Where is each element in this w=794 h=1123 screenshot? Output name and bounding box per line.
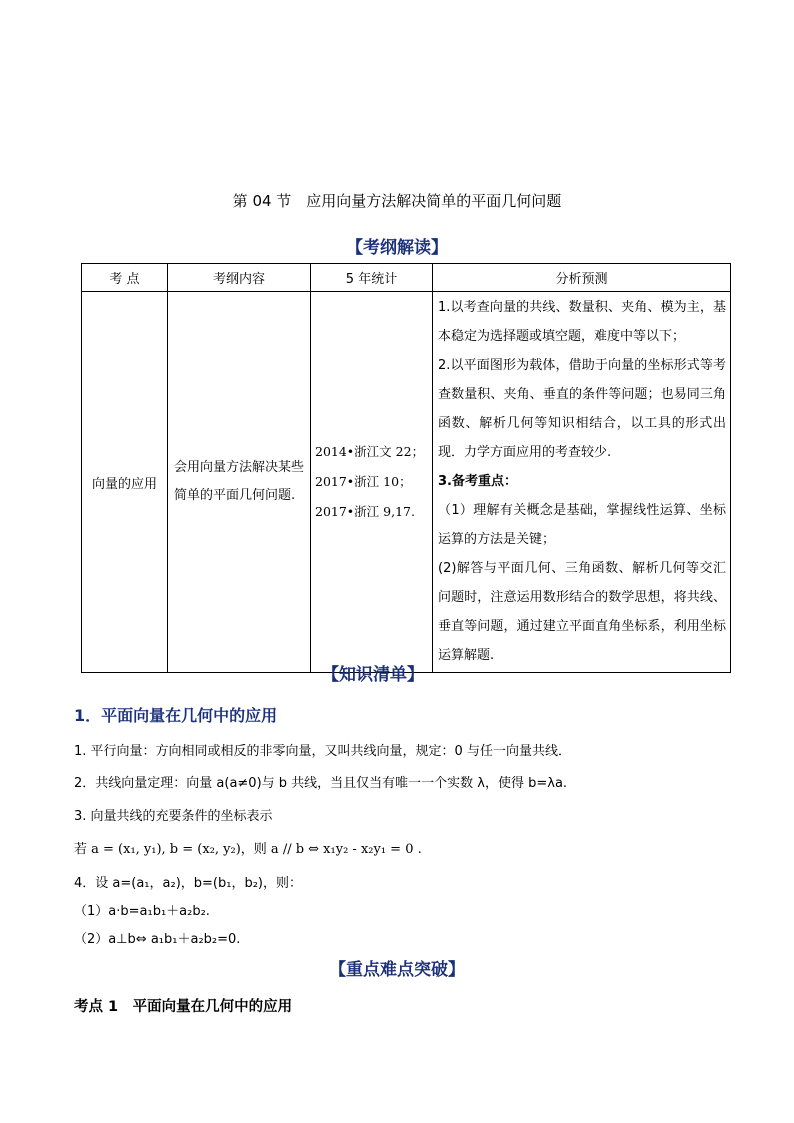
analysis-item: 2.以平面图形为载体，借助于向量的坐标形式等考查数量积、夹角、垂直的条件等问题；也易同三角函数、解析几何等知识相结合，以工具的形式出现．力学方面应用的考查较少.: [438, 358, 726, 460]
header-content: 考纲内容: [168, 264, 311, 292]
knowledge-heading: 1．平面向量在几何中的应用: [74, 706, 278, 725]
stat-line: 2014•浙江文 22；: [315, 444, 425, 459]
knowledge-formula-line: 若 a = (x₁, y₁), b = (x₂, y₂)，则 a // b ⇔ x₁y₂ - x₂y₁ = 0 .: [74, 842, 422, 857]
section-breakthrough-heading: 【重点难点突破】: [329, 960, 465, 980]
section-outline-heading: 【考纲解读】: [346, 238, 448, 258]
analysis-item: 3.备考重点：: [438, 474, 517, 489]
analysis-item: （1）理解有关概念是基础，掌握线性运算、坐标运算的方法是关键；: [438, 503, 726, 547]
stat-line: 2017•浙江 10；: [315, 474, 412, 489]
cell-stats: [311, 292, 433, 673]
knowledge-line: 2．共线向量定理：向量 a(a≠0)与 b 共线，当且仅当有唯一一个实数 λ，使得 b=λa.: [74, 776, 568, 791]
header-stats: 5 年统计: [311, 264, 433, 292]
outline-table: [81, 263, 731, 673]
knowledge-line: 1. 平行向量：方向相同或相反的非零向量，又叫共线向量，规定：0 与任一向量共线．: [74, 744, 571, 759]
cell-topic: 向量的应用: [82, 292, 168, 673]
knowledge-line: （1）a·b=a₁b₁＋a₂b₂.: [74, 904, 210, 919]
stat-line: 2017•浙江 9,17.: [315, 504, 415, 519]
cell-content: 会用向量方法解决某些简单的平面几何问题.: [168, 292, 311, 673]
knowledge-line: （2）a⊥b⇔ a₁b₁＋a₂b₂=0.: [74, 932, 241, 947]
page-title: 第 04 节 应用向量方法解决简单的平面几何问题: [232, 192, 562, 210]
header-topic: 考 点: [82, 264, 168, 292]
knowledge-line: 4．设 a=(a₁，a₂)，b=(b₁，b₂)，则：: [74, 876, 302, 891]
table-header-row: [82, 264, 731, 292]
analysis-item: 1.以考查向量的共线、数量积、夹角、模为主，基本稳定为选择题或填空题，难度中等以下；: [438, 300, 726, 344]
knowledge-line: 3. 向量共线的充要条件的坐标表示: [74, 809, 273, 824]
section-knowledge-heading: 【知识清单】: [322, 665, 424, 685]
table-row: [82, 292, 731, 673]
analysis-item: (2)解答与平面几何、三角函数、解析几何等交汇问题时，注意运用数形结合的数学思想，将共线、垂直等问题，通过建立平面直角坐标系，利用坐标运算解题.: [438, 561, 726, 663]
header-analysis: 分析预测: [433, 264, 731, 292]
point-1-heading: 考点 1 平面向量在几何中的应用: [74, 999, 293, 1015]
cell-analysis: [433, 292, 731, 673]
